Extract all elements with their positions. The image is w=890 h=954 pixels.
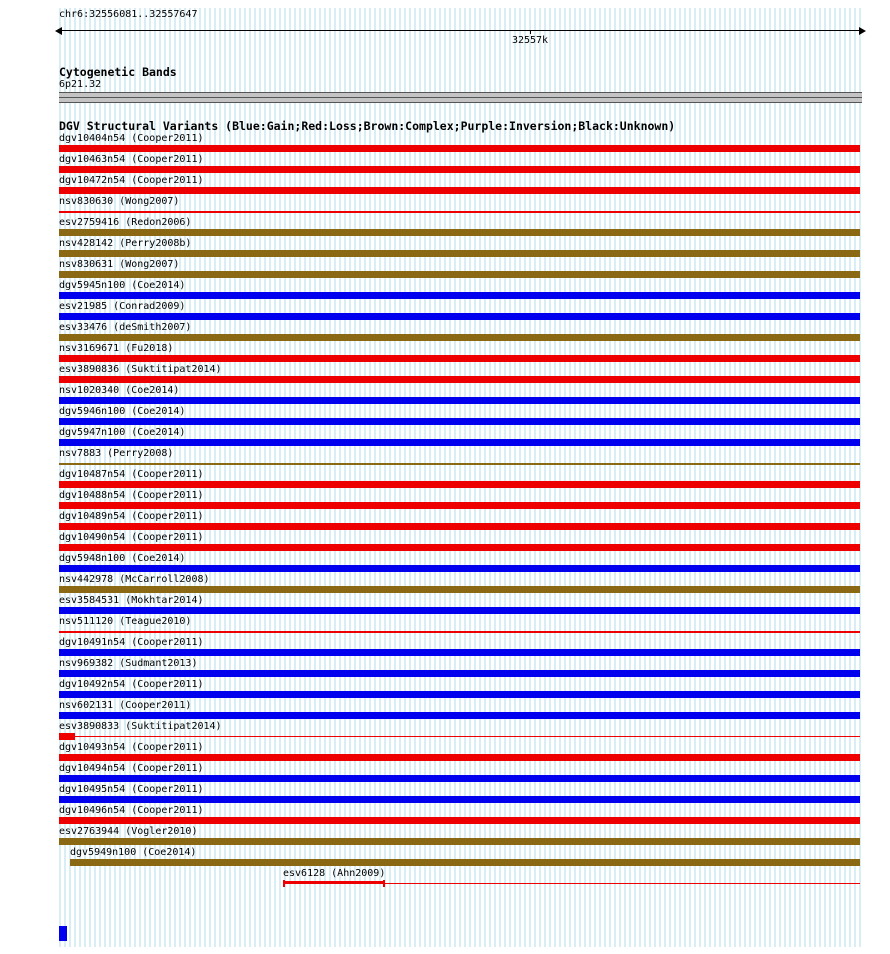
variant-row — [59, 406, 862, 427]
variant-row — [59, 385, 862, 406]
variant-row — [59, 763, 862, 784]
variant-row — [59, 574, 862, 595]
variant-feature-bar[interactable] — [59, 439, 860, 446]
variant-feature-bar[interactable] — [59, 565, 860, 572]
variant-feature-bar[interactable] — [59, 796, 860, 803]
variant-row — [59, 616, 862, 637]
variant-label[interactable]: esv21985 (Conrad2009) — [59, 301, 186, 312]
ruler-right-arrow-icon — [859, 27, 866, 35]
variant-feature-bar[interactable] — [59, 397, 860, 404]
variant-feature-bar[interactable] — [59, 229, 860, 236]
cytogenetic-band-name: 6p21.32 — [59, 79, 102, 90]
variant-row — [59, 868, 862, 889]
variant-row — [59, 175, 862, 196]
variant-feature-bar[interactable] — [59, 586, 860, 593]
variant-row — [59, 343, 862, 364]
variant-feature-bar[interactable] — [283, 880, 285, 887]
variant-label[interactable]: nsv969382 (Sudmant2013) — [59, 658, 198, 669]
variant-feature-bar[interactable] — [59, 418, 860, 425]
variant-label[interactable]: dgv10494n54 (Cooper2011) — [59, 763, 204, 774]
variant-row — [59, 721, 862, 742]
variant-feature-bar[interactable] — [59, 670, 860, 677]
variant-label[interactable]: esv6128 (Ahn2009) — [283, 868, 386, 879]
variant-feature-bar[interactable] — [59, 250, 860, 257]
variant-label[interactable]: nsv7883 (Perry2008) — [59, 448, 174, 459]
variant-feature-bar[interactable] — [59, 187, 860, 194]
variant-row — [59, 637, 862, 658]
scale-ruler-line[interactable] — [59, 30, 862, 31]
variant-label[interactable]: nsv602131 (Cooper2011) — [59, 700, 192, 711]
variant-label[interactable]: dgv10404n54 (Cooper2011) — [59, 133, 204, 144]
variant-row — [59, 280, 862, 301]
variant-row — [59, 595, 862, 616]
variant-feature-bar[interactable] — [59, 376, 860, 383]
variant-row — [59, 700, 862, 721]
variant-label[interactable]: esv33476 (deSmith2007) — [59, 322, 192, 333]
variant-label[interactable]: esv3584531 (Mokhtar2014) — [59, 595, 204, 606]
variant-label[interactable]: dgv10496n54 (Cooper2011) — [59, 805, 204, 816]
variant-label[interactable]: dgv10490n54 (Cooper2011) — [59, 532, 204, 543]
variant-feature-bar[interactable] — [383, 880, 385, 887]
variant-feature-bar[interactable] — [283, 881, 385, 884]
variant-feature-bar[interactable] — [59, 334, 860, 341]
variant-label[interactable]: dgv5949n100 (Coe2014) — [70, 847, 197, 858]
variant-row — [59, 196, 862, 217]
variant-row — [59, 259, 862, 280]
partial-blue-bar[interactable] — [59, 926, 67, 941]
variant-row — [59, 742, 862, 763]
variant-label[interactable]: nsv442978 (McCarroll2008) — [59, 574, 210, 585]
variant-feature-bar[interactable] — [59, 166, 860, 173]
variant-label[interactable]: nsv830631 (Wong2007) — [59, 259, 180, 270]
variant-label[interactable]: nsv3169671 (Fu2018) — [59, 343, 174, 354]
variant-row — [59, 448, 862, 469]
variant-row — [59, 154, 862, 175]
variant-row — [59, 553, 862, 574]
variant-row — [59, 364, 862, 385]
variant-feature-bar[interactable] — [59, 712, 860, 719]
variant-label[interactable]: nsv830630 (Wong2007) — [59, 196, 180, 207]
variant-row — [59, 658, 862, 679]
variant-label[interactable]: dgv10495n54 (Cooper2011) — [59, 784, 204, 795]
variant-label[interactable]: esv3890833 (Suktitipat2014) — [59, 721, 222, 732]
variant-feature-bar[interactable] — [59, 754, 860, 761]
variant-row — [59, 322, 862, 343]
variant-feature-bar[interactable] — [59, 649, 860, 656]
variant-feature-bar[interactable] — [70, 859, 860, 866]
variant-label[interactable]: dgv10472n54 (Cooper2011) — [59, 175, 204, 186]
variant-label[interactable]: dgv5946n100 (Coe2014) — [59, 406, 186, 417]
variant-feature-bar[interactable] — [59, 775, 860, 782]
variant-label[interactable]: dgv10493n54 (Cooper2011) — [59, 742, 204, 753]
variant-feature-bar[interactable] — [59, 481, 860, 488]
variant-row — [59, 238, 862, 259]
ruler-left-arrow-icon — [55, 27, 62, 35]
variant-feature-bar[interactable] — [59, 271, 860, 278]
variant-label[interactable]: dgv5947n100 (Coe2014) — [59, 427, 186, 438]
variant-feature-bar[interactable] — [59, 502, 860, 509]
region-coordinates: chr6:32556081..32557647 — [59, 9, 198, 20]
variant-feature-bar[interactable] — [59, 838, 860, 845]
variant-label[interactable]: dgv10492n54 (Cooper2011) — [59, 679, 204, 690]
variant-label[interactable]: esv2763944 (Vogler2010) — [59, 826, 198, 837]
variant-label[interactable]: dgv10489n54 (Cooper2011) — [59, 511, 204, 522]
dgv-track-title: DGV Structural Variants (Blue:Gain;Red:Loss;Brown:Complex;Purple:Inversion;Black:Unknown) — [59, 119, 676, 133]
variant-feature-bar[interactable] — [59, 355, 860, 362]
variant-row — [59, 427, 862, 448]
variant-label[interactable]: dgv10491n54 (Cooper2011) — [59, 637, 204, 648]
variant-feature-bar[interactable] — [59, 523, 860, 530]
variant-label[interactable]: nsv1020340 (Coe2014) — [59, 385, 180, 396]
variant-row — [59, 784, 862, 805]
cytogenetic-band-divider — [59, 97, 862, 98]
variant-row — [59, 469, 862, 490]
variant-feature-bar[interactable] — [59, 607, 860, 614]
variant-row — [59, 217, 862, 238]
variant-label[interactable]: dgv10487n54 (Cooper2011) — [59, 469, 204, 480]
variant-feature-bar[interactable] — [59, 145, 860, 152]
variant-feature-bar[interactable] — [59, 736, 860, 737]
variant-row — [59, 511, 862, 532]
variant-row — [59, 301, 862, 322]
variant-row — [59, 805, 862, 826]
variant-row — [59, 847, 862, 868]
cytogenetic-band-bar[interactable] — [59, 92, 862, 103]
variant-row — [59, 826, 862, 847]
ruler-tick — [530, 30, 531, 34]
variant-label[interactable]: esv3890836 (Suktitipat2014) — [59, 364, 222, 375]
variant-row — [59, 490, 862, 511]
variant-label[interactable]: dgv5945n100 (Coe2014) — [59, 280, 186, 291]
variant-feature-bar[interactable] — [59, 817, 860, 824]
variant-feature-bar[interactable] — [59, 211, 860, 213]
variant-label[interactable]: nsv428142 (Perry2008b) — [59, 238, 192, 249]
variant-feature-bar[interactable] — [59, 631, 860, 633]
variant-row — [59, 679, 862, 700]
variant-feature-bar[interactable] — [59, 463, 860, 465]
variant-feature-bar[interactable] — [59, 313, 860, 320]
variant-feature-bar[interactable] — [59, 544, 860, 551]
variant-label[interactable]: dgv10488n54 (Cooper2011) — [59, 490, 204, 501]
ruler-tick-label: 32557k — [511, 35, 549, 46]
variant-feature-bar[interactable] — [59, 733, 75, 740]
variant-label[interactable]: dgv5948n100 (Coe2014) — [59, 553, 186, 564]
variant-feature-bar[interactable] — [59, 691, 860, 698]
variant-row — [59, 133, 862, 154]
variant-feature-bar[interactable] — [59, 292, 860, 299]
variant-label[interactable]: esv2759416 (Redon2006) — [59, 217, 192, 228]
variant-label[interactable]: nsv511120 (Teague2010) — [59, 616, 192, 627]
cytogenetic-bands-title: Cytogenetic Bands — [59, 65, 177, 79]
dgv-variant-rows — [59, 133, 862, 893]
variant-label[interactable]: dgv10463n54 (Cooper2011) — [59, 154, 204, 165]
variant-row — [59, 532, 862, 553]
